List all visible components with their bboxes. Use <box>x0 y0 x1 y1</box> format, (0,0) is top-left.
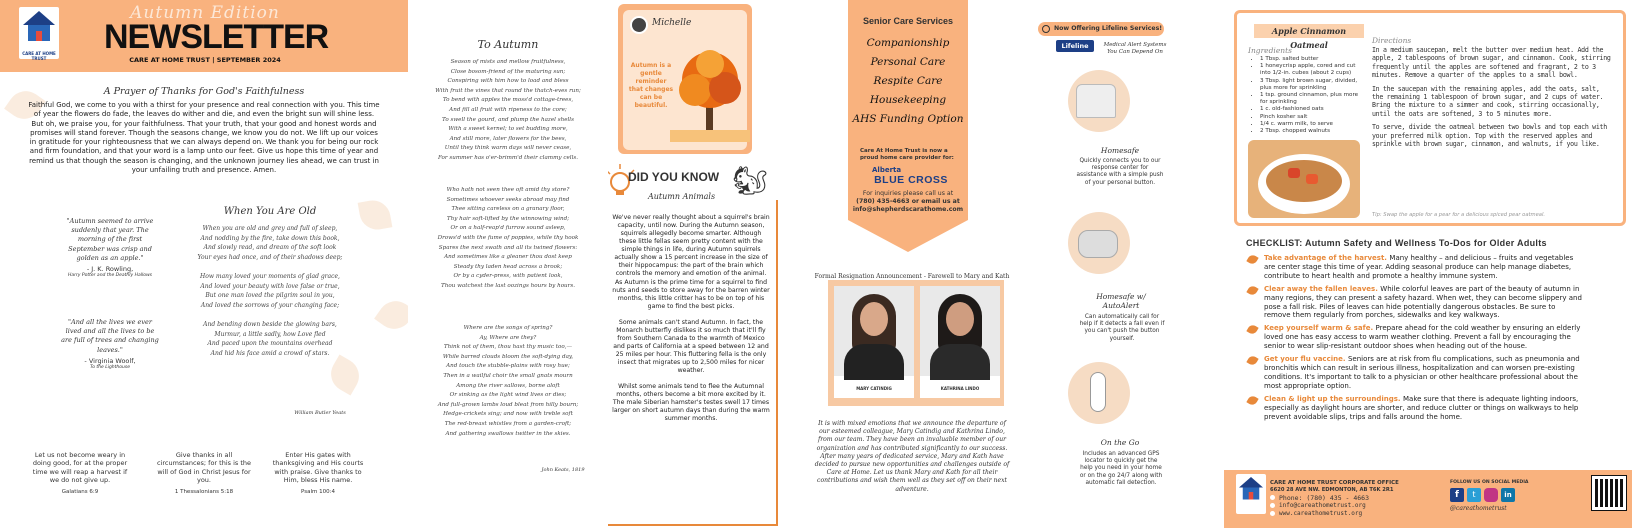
quote-2-author: - Virginia Woolf, <box>84 356 136 365</box>
poem-line: And paced upon the mountains overhead <box>207 340 333 348</box>
service-item: Companionship <box>866 37 950 49</box>
footer-logo <box>1236 474 1266 514</box>
directions-label: Directions <box>1372 36 1412 45</box>
when-old-poem <box>180 224 360 358</box>
poem-line: To bend with apples the moss'd cottage-trees, <box>442 97 574 104</box>
poem-line: Think not of them, thou hast thy music too,— <box>443 344 573 351</box>
verse-1-text: Let us not become weary in doing good, for at the proper time we will reap a harvest if we do not give up. <box>32 451 128 485</box>
poem-line: And loved your beauty with love false or true, <box>200 282 340 290</box>
device-desc-3: Includes an advanced GPS locator to quickly get the help you need in your home or on the go 24/7 along with automatic fall detection. <box>1079 451 1163 486</box>
poem-line: And nodding by the fire, take down this book, <box>200 234 340 242</box>
ingredient-item: • 1 tsp. ground cinnamon, plus more for sprinkling <box>1260 92 1360 106</box>
ingredients-list <box>1254 56 1360 135</box>
dyk-paragraph: Some animals can't stand Autumn. In fact, the Monarch butterfly dislikes it so much that it'll fly from Southern Canada to the warmth of Mexico and parts of California at a speed between 12 and 25 miles per hour. This fluttering fella is the only insect that migrates up to 2,500 miles for nicer weather. <box>613 319 769 374</box>
verse-1-ref: Galatians 6:9 <box>61 488 99 495</box>
checklist-item-text: Make sure that there is adequate lighting indoors, especially as daylight hours are shorter, and reduce clutter or things on walkways to help prevent avoidable slips, trips and falls around the home. <box>1264 394 1579 421</box>
leaf-bullet-icon <box>1246 394 1258 406</box>
resignation-body: It is with mixed emotions that we announce the departure of our esteemed colleague, Mary Catindig and Kathrina Lindo, from our team. They have been an invaluable member of our organization and has contributed significantly to our success. After many years of dedicated service, Mary and Kath have decided to pursue new opportunities and challenges outside of Care at Home. Let us thank Mary and Kath for all their contributions and wish them well as they set off on their next adventure. <box>814 420 1010 493</box>
twitter-icon[interactable]: t <box>1467 488 1481 502</box>
panel-lifeline <box>1016 0 1224 528</box>
blue-cross-logo <box>868 166 954 186</box>
avatar <box>630 16 648 34</box>
quote-2-source: To the Lighthouse <box>90 364 130 370</box>
portrait-face <box>860 302 888 336</box>
poem-line: For summer has o'er-brimm'd their clammy cells. <box>437 154 579 161</box>
poem-line: Steady thy laden head across a brook; <box>453 263 563 270</box>
social-icons <box>1450 488 1515 502</box>
photo-frame <box>828 280 1004 406</box>
photo-mary <box>834 286 914 398</box>
panel-to-autumn <box>408 0 608 528</box>
logo <box>19 7 59 59</box>
direction-step: To serve, divide the oatmeal between two bowls and top each with your preferred milk option. Top with the reserved apples and sprinkle with brown sugar, cinnamon, and walnuts, if you like. <box>1372 123 1607 149</box>
decor-leaf <box>374 294 408 336</box>
device-desc-1: Quickly connects you to our response center for assistance with a simple push of your personal button. <box>1076 158 1164 186</box>
checklist-item <box>1246 395 1582 422</box>
device-name-2: Homesafe w/ AutoAlert <box>1096 292 1146 310</box>
photo-kath <box>920 286 1000 398</box>
poem-line: Drows'd with the fume of poppies, while thy hook <box>437 234 579 241</box>
facebook-icon[interactable]: f <box>1450 488 1464 502</box>
poem-line: Sometimes whoever seeks abroad may find <box>446 196 570 203</box>
poem-line: When you are old and grey and full of sleep, <box>202 225 338 232</box>
qr-code-icon[interactable] <box>1592 476 1626 510</box>
quote-1-text: "Autumn seemed to arrive suddenly that year. The morning of the first September was crisp and golden as an apple." <box>66 217 154 262</box>
squirrel-icon: 🐿 <box>732 164 768 197</box>
to-autumn-title: To Autumn <box>477 38 539 51</box>
checklist-item <box>1246 285 1582 321</box>
verse-3-text: Enter His gates with thanksgiving and His courts with praise. Give thanks to Him, bless His name. <box>272 451 364 485</box>
ingredient-item: • 1 honeycrisp apple, cored and cut into 1/2-in. cubes (about 2 cups) <box>1260 63 1360 77</box>
direction-step: In the saucepan with the remaining apples, add the oats, salt, the remaining 1 tablespoon of brown sugar, and 2 cups of water. Bring the mixture to a simmer and cook, stirring occasionally, until the oats are softened, 3 to 5 minutes more. <box>1372 84 1604 118</box>
poem-line: Where are the songs of spring? <box>463 325 553 331</box>
blue-cross-main: BLUE CROSS <box>874 174 948 186</box>
services-phone-line: (780) 435-4663 or email us at <box>856 198 960 205</box>
service-item: Housekeeping <box>869 94 947 106</box>
footer-social-label: FOLLOW US ON SOCIAL MEDIA <box>1450 480 1529 485</box>
poem-line: Until they think warm days will never cease, <box>444 145 572 152</box>
verse-2-text: Give thanks in all circumstances; for this is the will of God in Christ Jesus for you. <box>156 451 252 485</box>
poem-line: And slowly read, and dream of the soft look <box>203 244 337 252</box>
on-the-go-device <box>1090 372 1106 412</box>
apple-image <box>1306 174 1318 184</box>
lifeline-brand: Lifeline <box>1061 42 1089 50</box>
poem-line: But one man loved the pilgrim soul in you, <box>205 292 335 300</box>
poem-line: Thee sitting careless on a granary floor, <box>451 206 565 213</box>
verse-3-ref: Psalm 100:4 <box>301 488 335 495</box>
checklist-item-lead: Clear away the fallen leaves. <box>1264 284 1381 293</box>
recipe-tip: Tip: Swap the apple for a pear for a delicious spiced pear oatmeal. <box>1372 212 1546 218</box>
blue-cross-top: Alberta <box>872 166 902 174</box>
ingredient-item: • 2 Tbsp. chopped walnuts <box>1260 128 1360 135</box>
phone-icon <box>1270 495 1275 500</box>
ingredient-item: • 3 Tbsp. light brown sugar, divided, plus more for sprinkling <box>1260 78 1360 92</box>
verse-2 <box>156 451 252 495</box>
poem-line: Season of mists and mellow fruitfulness, <box>450 59 566 65</box>
linkedin-icon[interactable]: in <box>1501 488 1515 502</box>
checklist-title: CHECKLIST: Autumn Safety and Wellness To-Dos for Older Adults <box>1246 238 1547 248</box>
poem-line: And loved the sorrows of your changing face; <box>200 301 340 309</box>
service-item: Personal Care <box>870 56 946 68</box>
poem-line: Close bosom-friend of the maturing sun; <box>450 68 566 75</box>
poem-line: And hid his face amid a crowd of stars. <box>210 349 330 357</box>
footer-address: 6620 28 AVE NW. EDMONTON, AB T6K 2R1 <box>1270 487 1394 493</box>
services-list <box>848 34 968 129</box>
device-name-3: On the Go <box>1100 438 1140 447</box>
panel-services <box>808 0 1016 528</box>
checklist-item-lead: Take advantage of the harvest. <box>1264 254 1390 262</box>
poem-line: Thou watchest the last oozings hours by hours. <box>441 282 575 289</box>
when-old-title: When You Are Old <box>223 206 317 217</box>
did-you-know-title: DID YOU KNOW <box>628 170 720 184</box>
poem-line: Your eyes had once, and of their shadows deep; <box>197 253 343 261</box>
ingredients-label: Ingredients <box>1248 46 1292 55</box>
poem-line: Who hath not seen thee oft amid thy store? <box>446 187 570 193</box>
recipe-title-ribbon <box>1254 24 1364 50</box>
photo-caption-kath: KATHRINA LINDO <box>940 386 980 391</box>
checklist <box>1246 254 1582 425</box>
poem-line: Thy hair soft-lifted by the winnowing wind; <box>446 215 570 222</box>
poem-line: Ay, Where are they? <box>479 334 537 341</box>
panel-front <box>0 0 408 528</box>
poem-line: Murmur, a little sadly, how Love fled <box>214 330 326 338</box>
panel-recipe-checklist <box>1224 0 1632 528</box>
dyk-paragraph: We've never really thought about a squirrel's brain capacity, until now. During the Autumn season, squirrels allegedly become smarter. Although these little fellas seem pretty content with the simple things in life, during Autumn squirrels actually show a 15 percent increase in the size of their hippocampus: the part of the brain which controls the memory and emotion of the animal. <box>612 214 770 277</box>
mail-icon <box>1270 503 1275 508</box>
header-subtitle-script: Autumn Edition <box>130 3 280 23</box>
poem-line: With a sweet kernel; to set budding more, <box>448 126 568 133</box>
poem-line: And touch the stubble-plains with rosy hue; <box>446 363 570 370</box>
decor-leaf <box>325 355 366 396</box>
michelle-quote: Autumn is a gentle reminder that changes can be beautiful. <box>628 62 674 109</box>
poem-line: Or by a cyder-press, with patient look, <box>453 273 563 280</box>
poem-line: Conspiring with him how to load and bless <box>447 78 569 85</box>
house-logo-icon <box>19 7 59 47</box>
to-autumn-stanza-2 <box>410 186 606 292</box>
poem-line <box>180 262 360 272</box>
resignation-title: Formal Resignation Announcement - Farewell to Mary and Kath <box>814 273 1010 280</box>
verse-2-ref: 1 Thessalonians 5:18 <box>174 488 234 495</box>
poem-line: And gathering swallows twitter in the skies. <box>445 430 571 437</box>
quote-2 <box>60 318 160 370</box>
panel-did-you-know <box>608 0 808 528</box>
did-you-know-subtitle: Autumn Animals <box>648 192 716 201</box>
leaf-bullet-icon <box>1246 284 1258 296</box>
apple-image <box>1288 168 1300 178</box>
verse-3 <box>270 451 366 495</box>
ingredient-item: • 1 c. old-fashioned oats <box>1260 106 1360 113</box>
device-name-1: Homesafe <box>1100 146 1140 155</box>
lifeline-brand-logo <box>1056 40 1094 52</box>
footer-office: CARE AT HOME TRUST CORPORATE OFFICE <box>1270 480 1399 486</box>
direction-step: In a medium saucepan, melt the butter over medium heat. Add the apple, 2 tablespoons of brown sugar, and cinnamon. Cook, stirring frequently until the apples are softened and fragrant, 2 to 3 minutes. Remove a quarter of the apples to a small bowl. <box>1372 46 1611 80</box>
web-icon <box>1270 511 1275 516</box>
poem-line: And full-grown lambs loud bleat from hilly bourn; <box>437 401 579 408</box>
services-email[interactable]: info@shepherdscarathome.com <box>852 206 964 213</box>
service-item: AHS Funding Option <box>852 113 964 125</box>
leaf-bullet-icon <box>1246 253 1258 265</box>
house-logo-icon <box>1236 474 1266 504</box>
verse-1 <box>28 451 132 495</box>
services-provider: Care At Home Trust is now a proud home care provider for: <box>860 148 954 161</box>
poem-line: And bending down beside the glowing bars, <box>203 320 337 328</box>
when-old-author: William Butler Yeats <box>294 410 346 416</box>
photo-caption-mary: MARY CATINDIG <box>856 386 892 391</box>
lifeline-banner-text: Now Offering Lifeline Services! <box>1054 25 1163 32</box>
poem-line <box>180 310 360 320</box>
footer-phone[interactable]: Phone: (780) 435 - 4663 <box>1279 494 1370 502</box>
autumn-tree-icon <box>670 42 750 142</box>
poem-line: The red-breast whistles from a garden-croft; <box>444 420 572 427</box>
autoalert-device <box>1078 230 1118 258</box>
checklist-item-lead: Clean & light up the surroundings. <box>1264 394 1403 403</box>
ingredient-item: • 1 Tbsp. salted butter <box>1260 56 1360 63</box>
directions <box>1372 46 1614 153</box>
device-desc-2: Can automatically call for help if it detects a fall even if you can't push the button yourself. <box>1079 314 1165 342</box>
logo-text: CARE AT HOME TRUST <box>22 51 56 61</box>
portrait-body <box>844 344 904 380</box>
poem-line: Spares the next swath and all its twined flowers: <box>438 244 578 251</box>
services-title: Senior Care Services <box>862 16 954 26</box>
footer-email[interactable]: info@careathometrust.org <box>1279 502 1366 509</box>
did-you-know-box-right <box>776 200 778 526</box>
to-autumn-author: John Keats, 1819 <box>541 467 585 473</box>
dyk-paragraph: As Autumn is the prime time for a squirrel to find nuts and seeds to store away for the barren winter months, this little critter has to be on top of his game to find the best picks. <box>612 279 770 310</box>
poem-line: Then in a wailful choir the small gnats mourn <box>443 372 573 379</box>
checklist-item-text: Many healthy – and delicious – fruits and vegetables are center stage this time of year. Adding seasonal produce can help manage diabetes, contribute to heart health and promote a healthy immune system. <box>1264 254 1574 280</box>
checklist-item-text: Seniors are at risk from flu complications, such as pneumonia and bronchitis which can result in serious illness, hospitalization and can worsen pre-existing conditions. It's important to talk to a physician or other healthcare professional about the most appropriate option. <box>1264 355 1580 390</box>
services-inquiry: For inquiries please call us at <box>862 190 954 197</box>
to-autumn-stanza-3 <box>410 324 606 439</box>
portrait-body <box>930 344 990 380</box>
footer-handle: @careathometrust <box>1450 505 1507 512</box>
michelle-name: Michelle <box>652 18 692 28</box>
quote-1-author: - J. K. Rowling, <box>86 265 134 274</box>
to-autumn-stanza-1 <box>410 58 606 164</box>
decor-leaf <box>358 198 393 233</box>
dyk-body <box>612 214 770 423</box>
quote-2-text: "And all the lives we ever lived and all the lives to be are full of trees and changing leaves." <box>61 318 159 354</box>
header-org-line: CARE AT HOME TRUST | SEPTEMBER 2024 <box>129 56 281 64</box>
quote-1-source: Harry Potter and the Deathly Hallows <box>67 273 153 279</box>
poem-line: Or sinking as the light wind lives or dies; <box>449 392 567 399</box>
lifeline-tagline: Medical Alert Systems You Can Depend On <box>1103 42 1167 55</box>
checklist-item <box>1246 324 1582 351</box>
prayer-body: Faithful God, we come to you with a thirst for your presence and real connection with you. This time of year the flowers do fade, the leaves do wither and die, and even the bright sun will shine less. But oh, we praise you, for your faithfulness. That your truth, that your good and honest words and promises will stand forever. Though the seasons change, we know you do not. We lift up our voices in gratitude for your righteousness that we can always depend on. We thank you for being our rock and firm foundation, and that your word is a lamp unto our feet. Give us hope this time of year and remind us that though the season is changing, and the unknown journey lies ahead, we can trust in your unfailing truth and presence. Amen. <box>28 101 380 175</box>
poem-line: And still more, later flowers for the bees, <box>449 135 567 142</box>
poem-line: While barred clouds bloom the soft-dying day, <box>442 353 574 360</box>
leaf-bullet-icon <box>1246 354 1258 366</box>
checklist-item <box>1246 355 1582 391</box>
lifeline-banner <box>1038 22 1164 36</box>
service-item: Respite Care <box>873 75 943 87</box>
header-title: NEWSLETTER <box>104 18 329 56</box>
ingredient-item: • Pinch kosher salt <box>1260 114 1360 121</box>
footer-web[interactable]: www.careathometrust.org <box>1279 510 1363 517</box>
homesafe-device <box>1076 84 1116 118</box>
poem-line: And fill all fruit with ripeness to the core; <box>449 106 567 113</box>
poem-line: To swell the gourd, and plump the hazel shells <box>442 116 574 123</box>
poem-line: Among the river sallows, borne aloft <box>456 382 560 389</box>
checklist-item-text: While colorful leaves are part of the beauty of autumn in many regions, they can present a safety hazard. When wet, they can become slippery and pose a fall risk. Piles of leaves can hide potentially dangerous obstacles. Be sure to remove them regularly from porches, sidewalks and key walkways. <box>1264 284 1582 320</box>
poem-line: With fruit the vines that round the thatch-eves run; <box>435 87 581 94</box>
checklist-item <box>1246 254 1582 281</box>
checklist-item-text: Prepare ahead for the cold weather by ensuring an elderly loved one has easy access to warm weather clothing. Prevent a fall by encouraging the senior to wear slip-resistant outdoor shoes when heading out of the house. <box>1264 324 1581 351</box>
poem-line: Or on a half-reap'd furrow sound asleep, <box>450 225 566 232</box>
dyk-paragraph: Whilst some animals tend to flee the Autumnal months, others become a bit more excited by it. The male Siberian hamster's testes swell 17 times larger on short autumn days than during the warm summer months. <box>612 383 770 422</box>
leaf-bullet-icon <box>1246 324 1258 336</box>
checklist-item-lead: Keep yourself warm & safe. <box>1264 324 1376 333</box>
poem-line: And sometimes like a gleaner thou dost keep <box>444 254 572 261</box>
quote-1 <box>60 217 160 278</box>
oatmeal-image <box>1248 140 1360 218</box>
poem-line: Hedge-crickets sing; and now with treble soft <box>443 411 573 418</box>
checklist-item-lead: Get your flu vaccine. <box>1264 355 1348 364</box>
instagram-icon[interactable] <box>1484 488 1498 502</box>
search-icon <box>1042 25 1050 33</box>
recipe-title: Apple Cinnamon Oatmeal <box>1271 26 1347 50</box>
portrait-face <box>946 302 974 336</box>
ingredient-item: • 1/4 c. warm milk, to serve <box>1260 121 1360 128</box>
poem-line: How many loved your moments of glad grace, <box>200 272 340 280</box>
prayer-title: A Prayer of Thanks for God's Faithfulness <box>103 86 305 97</box>
oatmeal-contents-image <box>1266 160 1342 202</box>
